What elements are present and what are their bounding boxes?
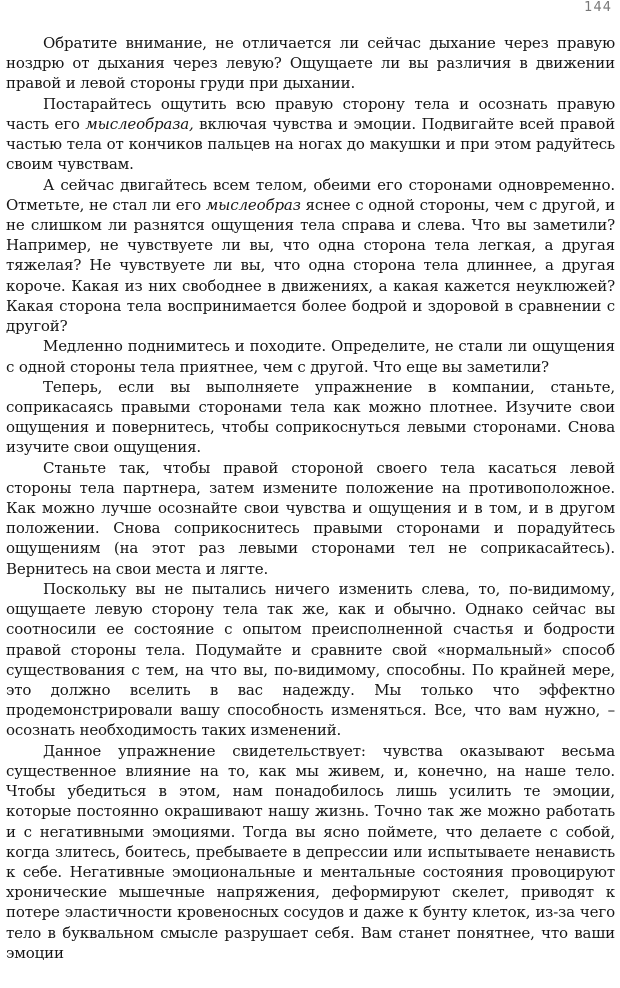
paragraph-text: яснее с одной стороны, чем с другой, и не слишком ли разнятся ощущения тела справа и слева. Что вы заметили? Например, не чувствуете ли вы, что одна сторона тела легкая, а другая тяжелая? Не чувствуете ли вы, что одна сторона тела длиннее, а другая короче. Какая из них свободнее в движениях, а какая кажется неуклюжей? Какая сторона тела воспринимается более бодрой и здоровой в сравнении с другой? (6, 195, 615, 336)
page-number: 144 (584, 0, 612, 15)
paragraph-text: Станьте так, чтобы правой стороной своего тела касаться левой стороны тела партнера, затем измените положение на противоположное. Как можно лучше осознайте свои чувства и ощущения и в том, и в другом положении. Снова соприкоснитесь правыми сторонами и порадуйтесь ощущениям (на этот раз левыми сторонами тел не соприкасайтесь). Вернитесь на свои места и лягте. (6, 458, 615, 578)
paragraph-text: Теперь, если вы выполняете упражнение в компании, станьте, соприкасаясь правыми сторонами тела как можно плотнее. Изучите свои ощущения и повернитесь, чтобы соприкоснуться левыми сторонами. Снова изучите свои ощущения. (6, 377, 615, 457)
italic-term: мыслеобраз (205, 195, 301, 214)
paragraph-8 (6, 741, 615, 963)
paragraph-text: Постарайтесь ощутить всю правую сторону тела и осознать правую часть его (6, 94, 615, 133)
paragraph-5 (6, 377, 615, 458)
paragraph-1 (6, 33, 615, 94)
paragraph-text: Обратите внимание, не отличается ли сейчас дыхание через правую ноздрю от дыхания через левую? Ощущаете ли вы различия в движении правой и левой стороны груди при дыхании. (6, 34, 615, 93)
paragraph-text: Данное упражнение свидетельствует: чувства оказывают весьма существенное влияние на то, как мы живем, и, конечно, на наше тело. Чтобы убедиться в этом, нам понадобилось лишь усилить те эмоции, которые постоянно окрашивают нашу жизнь. Точно так же можно работать и с негативными эмоциями. Тогда вы ясно поймете, что делаете с собой, когда злитесь, боитесь, пребываете в депрессии или испытываете ненависть к себе. Негативные эмоциональные и ментальные состояния провоцируют хронические мышечные напряжения, деформируют скелет, приводят к потере эластичности кровеносных сосудов и даже к бунту клеток, из-за чего тело в буквальном смысле разрушает себя. Вам станет понятнее, что ваши эмоции (6, 741, 615, 962)
paragraph-text: А сейчас двигайтесь всем телом, обеими его сторонами одновременно. Отметьте, не стал ли его (6, 175, 615, 214)
paragraph-text: Медленно поднимитесь и походите. Определите, не стали ли ощущения с одной стороны тела приятнее, чем с другой. Что еще вы заметили? (6, 337, 615, 376)
paragraph-6 (6, 458, 615, 579)
paragraph-text: включая чувства и эмоции. Подвигайте всей правой частью тела от кончиков пальцев на ногах до макушки и при этом радуйтесь своим чувствам. (6, 114, 616, 174)
paragraph-7 (6, 579, 615, 741)
paragraph-4 (6, 336, 615, 376)
paragraph-2 (6, 94, 615, 175)
paragraph-text: Поскольку вы не пытались ничего изменить слева, то, по-видимому, ощущаете левую сторону тела так же, как и обычно. Однако сейчас вы соотносили ее состояние с опытом преисполненной счастья и бодрости правой стороны тела. Подумайте и сравните свой «нормальный» способ существования с тем, на что вы, по-видимому, способны. По крайней мере, это должно вселить в вас надежду. Мы только что эффектно продемонстрировали вашу способность изменяться. Все, что вам нужно, – осознать необходимость таких изменений. (6, 579, 615, 740)
body-text (6, 33, 615, 963)
paragraph-3 (6, 175, 615, 337)
italic-term: мыслеобраза, (85, 114, 194, 133)
